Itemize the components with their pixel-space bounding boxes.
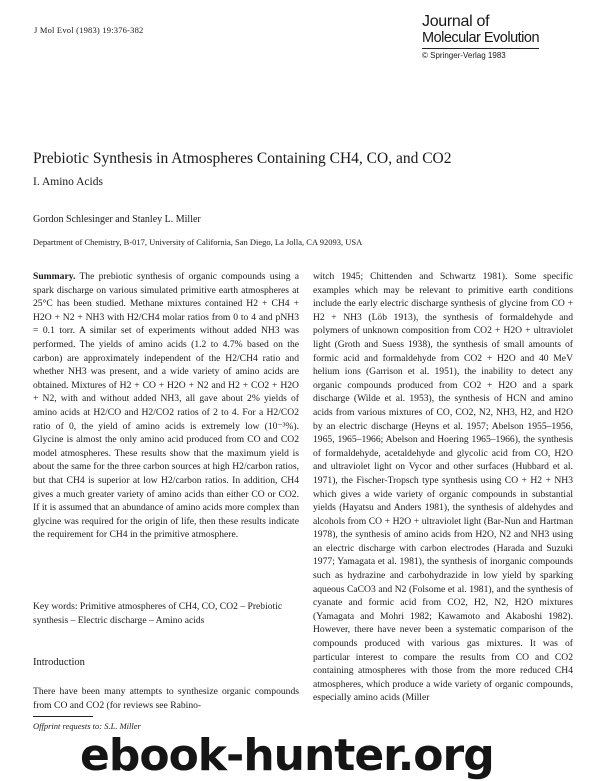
introduction-text: There have been many attempts to synthesize organic compounds from CO and CO2 (for reviews see Rabino-: [33, 686, 299, 711]
introduction-heading: Introduction: [33, 657, 85, 668]
keywords: Key words: Primitive atmospheres of CH4, CO, CO2 – Prebiotic synthesis – Electric discharge – Amino acids: [33, 601, 283, 626]
article-title: Prebiotic Synthesis in Atmospheres Containing CH4, CO, and CO2: [33, 150, 452, 167]
article-subtitle: I. Amino Acids: [33, 176, 103, 188]
journal-name-line2: Molecular Evolution: [422, 31, 539, 49]
offprint-footnote: Offprint requests to: S.L. Miller: [33, 721, 141, 731]
journal-citation: J Mol Evol (1983) 19:376-382: [34, 25, 144, 35]
publisher-copyright: © Springer-Verlag 1983: [422, 50, 506, 60]
journal-name-line1: Journal of: [422, 13, 490, 30]
article-authors: Gordon Schlesinger and Stanley L. Miller: [33, 214, 201, 225]
journal-logo: [422, 14, 582, 60]
summary-block: [33, 270, 299, 542]
footnote-rule: [33, 716, 93, 717]
summary-label: Summary.: [33, 271, 76, 282]
author-affiliation: Department of Chemistry, B-017, University of California, San Diego, La Jolla, CA 92093, USA: [33, 237, 363, 247]
right-column-paragraph: witch 1945; Chittenden and Schwartz 1981). Some specific examples which may be relevant to primitive earth conditions include the early electric discharge synthesis of glycine from CO + H2 + NH3 (Löb 1913), the synthesis of formaldehyde and polymers of unknown composition from CO2 + H2O + ultraviolet light (Groth and Suess 1938), the synthesis of small amounts of formic acid and formaldehyde from CO2 + H2O and 40 MeV helium ions (Garrison et al. 1951), the inability to detect any organic compounds produced from CO2 + H2O and a spark discharge (Wilde et al. 1953), the synthesis of HCN and amino acids from various mixtures of CO, CO2, N2, NH3, H2, and H2O by an electric discharge (Heyns et al. 1957; Abelson 1955–1956, 1965, 1965–1966; Abelson and Hoering 1965–1966), the synthesis of formaldehyde, acetaldehyde and glycolic acid from CO, H2O and ultraviolet light on Vycor and other surfaces (Hubbard et al. 1971), the Fischer-Tropsch type synthesis using CO + H2 + NH3 which gives a wide variety of organic compounds in substantial yields (Hayatsu and Anders 1981), the synthesis of aldehydes and alcohols from CO + H2O + ultraviolet light (Bar-Nun and Hartman 1978), the synthesis of amino acids from H2O, N2 and NH3 using an electric discharge with carbon electrodes (Harada and Suzuki 1977; Yamagata et al. 1981), the synthesis of inorganic compounds such as hydrazine and carbohydrazide in low yield by sparking aqueous CaCO3 and N2 (Folsome et al. 1981), and the synthesis of cyanate and formic acid from CO2, H2, N2, H2O mixtures (Yamagata and Mohri 1982; Kawamoto and Akaboshi 1982). However, there have never been a systematic comparison of the compounds produced with various gas mixtures. It was of particular interest to compare the results from CO and CO2 containing atmospheres with those from the more reduced CH4 atmospheres, which produce a wide variety of organic compounds, especially amino acids (Miller: [313, 271, 573, 704]
summary-text: The prebiotic synthesis of organic compounds using a spark discharge on various simulated primitive earth atmospheres at 25°C has been studied. Methane mixtures contained H2 + CH4 + H2O + N2 + NH3 with H2/CH4 molar ratios from 0 to 4 and pNH3 = 0.1 torr. A similar set of experiments without added NH3 was performed. The yields of amino acids (1.2 to 4.7% based on the carbon) are approximately independent of the H2/CH4 ratio and whether NH3 was present, and a wide variety of amino acids are obtained. Mixtures of H2 + CO + H2O + N2 and H2 + CO2 + H2O + N2, with and without added NH3, all gave about 2% yields of amino acids at H2/CO and H2/CO2 ratios of 2 to 4. For a H2/CO2 ratio of 0, the yield of amino acids is extremely low (10⁻³%). Glycine is almost the only amino acid produced from CO and CO2 model atmospheres. These results show that the maximum yield is about the same for the three carbon sources at high H2/carbon ratios, but that CH4 is superior at low H2/carbon ratios. In addition, CH4 gives a much greater variety of amino acids than either CO or CO2. If it is assumed that an abundance of amino acids more complex than glycine was required for the origin of life, then these results indicate the requirement for CH4 in the primitive atmosphere.: [33, 271, 299, 541]
right-column-text: [313, 270, 573, 705]
watermark-text: ebook-hunter.org: [80, 730, 494, 781]
